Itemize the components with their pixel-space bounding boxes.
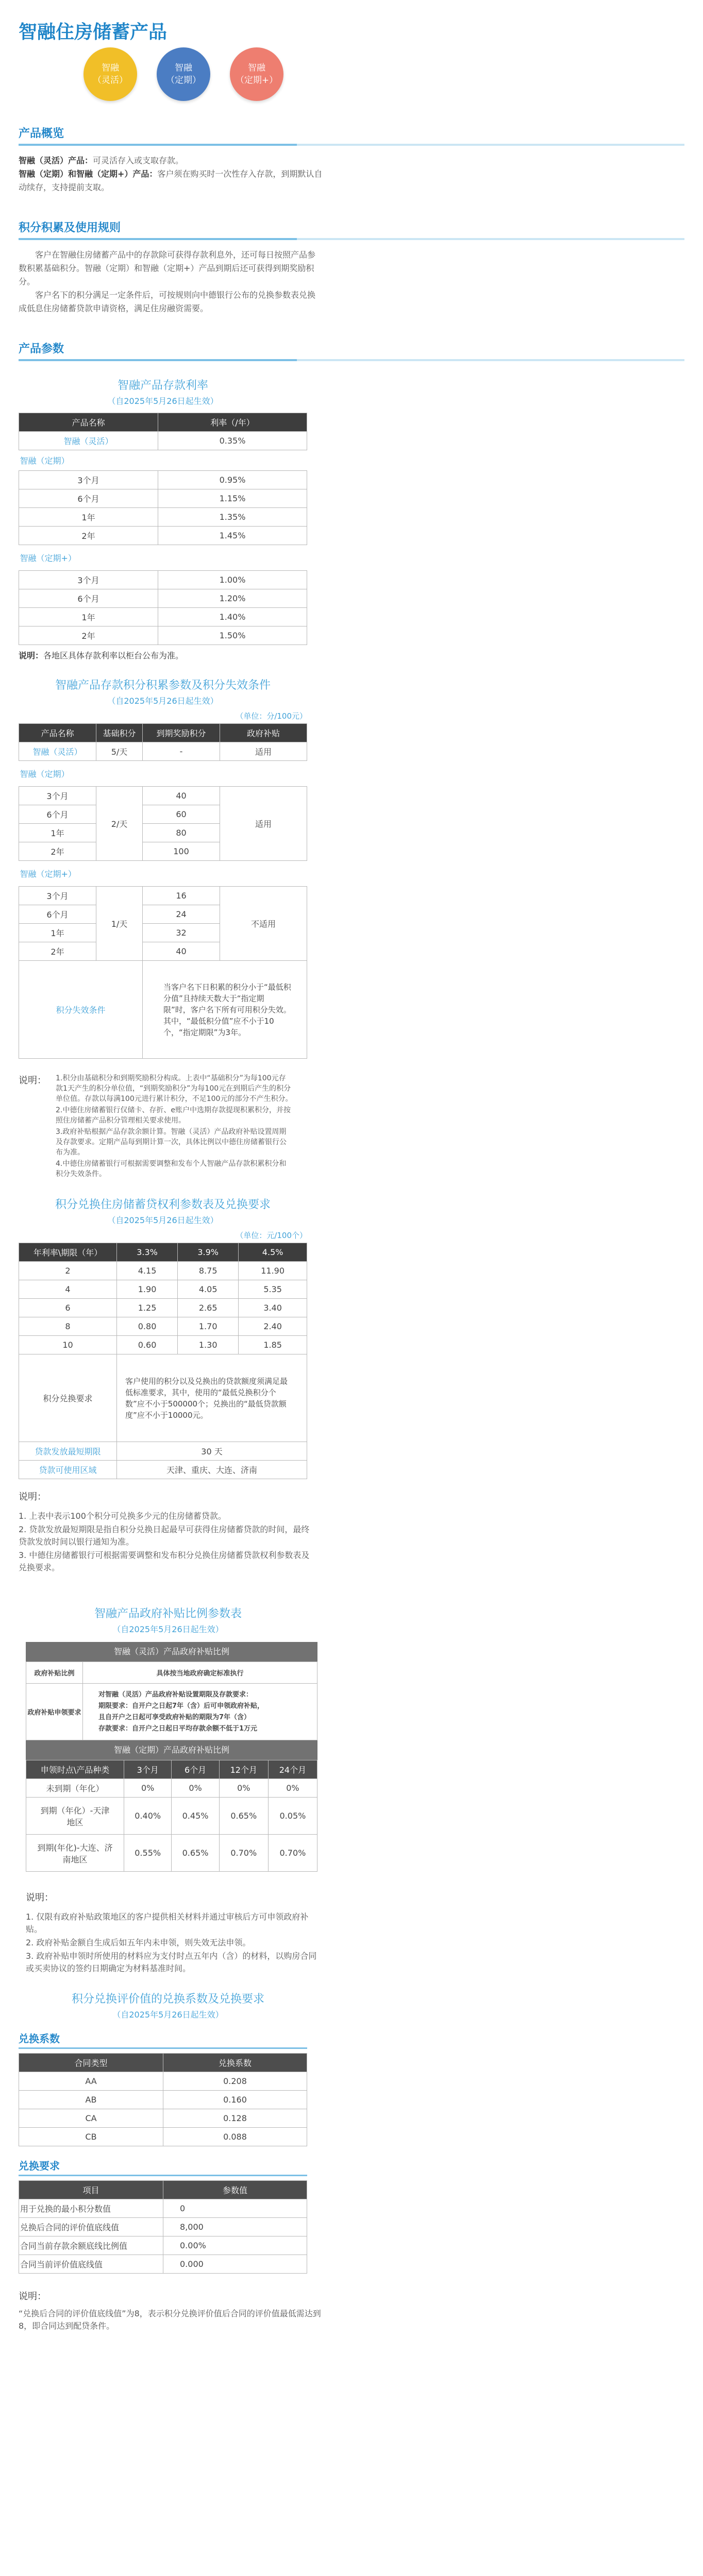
subsidy-header: 12个月 xyxy=(219,1760,268,1779)
subsidy-header: 申领时点\产品种类 xyxy=(26,1760,124,1779)
req-header: 参数值 xyxy=(163,2181,307,2199)
exchange-notes-title: 说明： xyxy=(19,1492,46,1502)
exchange-cell: 2.40 xyxy=(239,1317,307,1336)
rate-cell: 3个月 xyxy=(19,471,158,489)
subsidy-table-title: 智融产品政府补贴比例参数表 xyxy=(94,1607,242,1620)
table-row xyxy=(19,489,307,508)
points-table xyxy=(19,723,307,1059)
table-row xyxy=(19,2218,307,2236)
subsidy-cell: 政府补贴申领要求 xyxy=(26,1684,83,1740)
subsidy-note-item: 3. 政府补贴申领时所使用的材料应为支付时点五年内（含）的材料，以购房合同或买卖协议的签约日期确定为材料基准时间。 xyxy=(26,1951,317,1973)
points-cell: - xyxy=(143,742,220,761)
rate-cell: 1年 xyxy=(19,508,158,527)
exchange-cell: 8 xyxy=(19,1317,117,1336)
req-cell: 0.00% xyxy=(163,2236,307,2255)
subsidy-notes xyxy=(26,1890,325,1975)
points-cell: 32 xyxy=(143,924,220,942)
points-notes-title: 说明： xyxy=(19,1075,46,1086)
points-cell: 适用 xyxy=(220,742,307,761)
points-cell: 40 xyxy=(143,942,220,961)
table-row xyxy=(19,2236,307,2255)
table-row xyxy=(19,2199,307,2218)
subsidy-flex-bar: 智融（灵活）产品政府补贴比例 xyxy=(26,1642,317,1662)
points-cell: 5/天 xyxy=(96,742,143,761)
overview-p2-bold: 智融（定期）和智融（定期+）产品： xyxy=(19,169,158,179)
circle-line1: 智融 xyxy=(102,63,119,73)
exchange-table-unit: （单位：元/100个） xyxy=(236,1231,307,1240)
points-notes xyxy=(19,1073,307,1180)
subsidy-header: 24个月 xyxy=(268,1760,317,1779)
coef-notes-text: “兑换后合同的评价值底线值”为8，表示积分兑换评价值后合同的评价值最低需达到8，即合同达到配贷条件。 xyxy=(19,2309,321,2331)
subsidy-req-line: 对智融（灵活）产品政府补贴设置期限及存款要求： xyxy=(98,1690,253,1699)
points-rules-p2: 客户名下的积分满足一定条件后，可按规则向中德银行公布的兑换参数表兑换成低息住房储蓄贷款申请资格，满足住房融资需要。 xyxy=(19,290,316,313)
circle-line2: （灵活） xyxy=(93,75,128,86)
exchange-note-item: 1. 上表中表示100个积分可兑换多少元的住房储蓄贷款。 xyxy=(19,1511,226,1521)
coef-cell: 0.208 xyxy=(163,2072,307,2091)
exchange-cell: 0.80 xyxy=(117,1317,178,1336)
table-row xyxy=(19,508,307,527)
rate-cell: 1.45% xyxy=(158,527,307,545)
rate-cell: 0.35% xyxy=(158,432,307,450)
points-header: 到期奖励积分 xyxy=(143,724,220,742)
rate-table-title: 智融产品存款利率 xyxy=(117,379,208,392)
rate-cell: 6个月 xyxy=(19,589,158,608)
subsidy-cell: 政府补贴比例 xyxy=(26,1662,83,1684)
subsidy-fixed-bar: 智融（定期）产品政府补贴比例 xyxy=(26,1740,317,1760)
table-row xyxy=(19,471,307,489)
subsidy-cell: 0.05% xyxy=(268,1798,317,1835)
points-cell: 3个月 xyxy=(19,887,96,905)
req-cell: 8,000 xyxy=(163,2218,307,2236)
coef-table xyxy=(19,2053,307,2146)
exchange-note-item: 2. 贷款发放最短期限是指自积分兑换日起最早可获得住房储蓄贷款的时间，最终贷款发放时间以银行通知为准。 xyxy=(19,1524,310,1547)
exchange-cell: 2 xyxy=(19,1262,117,1280)
table-row xyxy=(19,2255,307,2274)
table-row xyxy=(26,1684,317,1740)
circle-line2: （定期） xyxy=(166,75,201,86)
exchange-header: 4.5% xyxy=(239,1243,307,1262)
coef-cell: CB xyxy=(19,2128,163,2146)
rate-cell: 1.40% xyxy=(158,608,307,626)
subsidy-cell: 到期（年化）-天津地区 xyxy=(26,1798,124,1835)
rate-cell: 2年 xyxy=(19,527,158,545)
table-row xyxy=(19,432,307,450)
table-row xyxy=(26,1779,317,1798)
circle-line1: 智融 xyxy=(175,63,192,73)
table-row xyxy=(19,887,307,905)
exchange-cell: 8.75 xyxy=(178,1262,239,1280)
subsidy-cell: 具体按当地政府确定标准执行 xyxy=(83,1662,317,1684)
exchange-cell: 1.70 xyxy=(178,1317,239,1336)
rate-cell: 1.00% xyxy=(158,571,307,589)
exchange-note-item: 3. 中德住房储蓄银行可根据需要调整和发布积分兑换住房储蓄贷款权利参数表及兑换要求。 xyxy=(19,1550,310,1572)
rate-note-bold: 说明： xyxy=(19,651,44,660)
exchange-period-label: 贷款发放最短期限 xyxy=(19,1442,117,1461)
exchange-cell: 4.05 xyxy=(178,1280,239,1299)
coef-cell: 0.160 xyxy=(163,2091,307,2109)
subsidy-req-line: 存款要求：自开户之日起日平均存款余额不低于1万元 xyxy=(98,1724,258,1733)
points-note-item: 1.积分由基础积分和到期奖励积分构成。上表中“基础积分”为每100元存款1天产生的积分单位值，“到期奖励积分”为每100元在到期后产生的积分单位值。存款以每满100元进行累计积分，不足100元的部分不产生积分。 xyxy=(56,1074,293,1103)
rate-cell: 1.20% xyxy=(158,589,307,608)
rate-table xyxy=(19,413,307,645)
subsidy-cell: 0.55% xyxy=(124,1835,172,1872)
req-cell: 合同当前评价值底线值 xyxy=(19,2255,163,2274)
product-circles xyxy=(19,47,684,120)
table-row xyxy=(19,787,307,805)
exchange-notes xyxy=(19,1489,317,1574)
rate-cell: 智融（灵活） xyxy=(19,432,158,450)
req-cell: 0.000 xyxy=(163,2255,307,2274)
product-circle-fixed-plus[interactable] xyxy=(230,47,283,101)
subsidy-cell: 0.70% xyxy=(219,1835,268,1872)
table-row xyxy=(19,608,307,626)
table-row xyxy=(19,2072,307,2091)
points-table-title: 智融产品存款积分积累参数及积分失效条件 xyxy=(55,679,271,692)
exchange-cell: 1.85 xyxy=(239,1336,307,1354)
req-header: 项目 xyxy=(19,2181,163,2199)
exchange-req-text: 客户使用的积分以及兑换出的贷款额度须满足最低标准要求，其中，使用的“最低兑换积分个数”应不小于500000个；兑换出的“最低贷款额度”应不小于10000元。 xyxy=(117,1354,307,1442)
points-group-fixed: 智融（定期） xyxy=(19,761,307,787)
table-row xyxy=(19,1442,307,1461)
exchange-cell: 0.60 xyxy=(117,1336,178,1354)
points-cell: 6个月 xyxy=(19,805,96,824)
points-note-item: 2.中德住房储蓄银行仅储卡、存折、e账户中选期存款提现积累积分，并按照住房储蓄产品积分管理相关要求使用。 xyxy=(56,1106,291,1125)
subsidy-cell: 0.65% xyxy=(219,1798,268,1835)
exchange-cell: 4.15 xyxy=(117,1262,178,1280)
product-circle-fixed[interactable] xyxy=(157,47,210,101)
coef-notes-title: 说明： xyxy=(19,2291,46,2302)
exchange-cell: 2.65 xyxy=(178,1299,239,1317)
points-cell: 6个月 xyxy=(19,905,96,924)
exchange-cell: 4 xyxy=(19,1280,117,1299)
points-note-item: 3.政府补贴根据产品存款余额计算。智融（灵活）产品政府补贴设置周期及存款要求。定期产品每到期计算一次，具体比例以中德住房储蓄银行公布为准。 xyxy=(56,1128,287,1157)
subsidy-cell: 0.65% xyxy=(172,1835,219,1872)
points-cell: 24 xyxy=(143,905,220,924)
exchange-cell: 1.30 xyxy=(178,1336,239,1354)
rate-note xyxy=(19,649,307,661)
section-title-params: 产品参数 xyxy=(19,340,684,361)
points-rules-text xyxy=(19,248,323,315)
subsidy-note-item: 1. 仅限有政府补贴政策地区的客户提供相关材料并通过审核后方可申领政府补贴。 xyxy=(26,1912,309,1934)
points-cell: 40 xyxy=(143,787,220,805)
coef-table-subtitle: （自2025年5月26日起生效） xyxy=(112,2010,224,2020)
rate-cell: 1.15% xyxy=(158,489,307,508)
rate-cell: 1.35% xyxy=(158,508,307,527)
subsidy-note-item: 2. 政府补贴金额自生成后如五年内未申领，则失效无法申领。 xyxy=(26,1938,251,1947)
points-note-item: 4.中德住房储蓄银行可根据需要调整和发布个人智融产品存款积累积分和积分失效条件。 xyxy=(56,1160,287,1178)
points-cell: 1/天 xyxy=(96,887,143,961)
table-row xyxy=(19,961,307,1059)
req-cell: 0 xyxy=(163,2199,307,2218)
coef-notes xyxy=(19,2289,323,2332)
points-cell: 16 xyxy=(143,887,220,905)
table-row xyxy=(19,1262,307,1280)
overview-p2-text: 客户须在购买时一次性存入存款，到期默认自动续存，支持提前支取。 xyxy=(19,169,323,192)
rate-cell: 0.95% xyxy=(158,471,307,489)
table-row xyxy=(19,1299,307,1317)
exchange-period-value: 30 天 xyxy=(117,1442,307,1461)
exchange-cell: 1.25 xyxy=(117,1299,178,1317)
rate-note-text: 各地区具体存款利率以柜台公布为准。 xyxy=(43,651,184,660)
section-title-overview: 产品概览 xyxy=(19,125,684,146)
table-row xyxy=(26,1662,317,1684)
subsidy-fixed-table xyxy=(26,1760,317,1872)
coef-cell: CA xyxy=(19,2109,163,2128)
table-row xyxy=(19,1461,307,1479)
rate-cell: 1年 xyxy=(19,608,158,626)
subsidy-req-line: 期限要求：自开户之日起7年（含）后可申领政府补贴， xyxy=(98,1702,264,1710)
rate-group-fixed: 智融（定期） xyxy=(19,450,307,471)
subsidy-header: 6个月 xyxy=(172,1760,219,1779)
overview-p1-bold: 智融（灵活）产品： xyxy=(19,156,93,165)
coef-cell: 0.128 xyxy=(163,2109,307,2128)
points-expire-text: 当客户名下日积累的积分小于“最低积分值”且持续天数大于“指定期限”时，客户名下所有可用积分失效。其中，“最低积分值”应不小于10个，“指定期限”为3年。 xyxy=(143,961,307,1059)
rate-group-plus: 智融（定期+） xyxy=(19,545,307,571)
table-row xyxy=(19,2128,307,2146)
subsidy-cell: 0.70% xyxy=(268,1835,317,1872)
exchange-cell: 10 xyxy=(19,1336,117,1354)
points-cell: 1年 xyxy=(19,824,96,842)
points-cell: 2年 xyxy=(19,942,96,961)
exchange-cell: 6 xyxy=(19,1299,117,1317)
table-row xyxy=(26,1798,317,1835)
req-cell: 用于兑换的最小积分数值 xyxy=(19,2199,163,2218)
points-cell: 1年 xyxy=(19,924,96,942)
overview-p1-text: 可灵活存入或支取存款。 xyxy=(93,156,184,165)
subsidy-cell: 未到期（年化） xyxy=(26,1779,124,1798)
table-row xyxy=(19,589,307,608)
subsidy-req-line: 且自开户之日起可享受政府补贴的期限为7年（含） xyxy=(98,1713,251,1721)
table-row xyxy=(26,1835,317,1872)
subsidy-cell: 0% xyxy=(124,1779,172,1798)
exchange-header: 年利率\期限（年） xyxy=(19,1243,117,1262)
exchange-region-label: 贷款可使用区域 xyxy=(19,1461,117,1479)
points-group-plus: 智融（定期+） xyxy=(19,861,307,887)
subsidy-cell: 0% xyxy=(219,1779,268,1798)
req-subhead: 兑换要求 xyxy=(19,2158,307,2176)
rate-header-rate: 利率（/年） xyxy=(158,413,307,432)
points-header: 政府补贴 xyxy=(220,724,307,742)
subsidy-table-subtitle: （自2025年5月26日起生效） xyxy=(112,1624,224,1634)
table-row xyxy=(19,1354,307,1442)
points-cell: 3个月 xyxy=(19,787,96,805)
coef-cell: AA xyxy=(19,2072,163,2091)
req-cell: 合同当前存款余额底线比例值 xyxy=(19,2236,163,2255)
table-row xyxy=(19,527,307,545)
exchange-cell: 11.90 xyxy=(239,1262,307,1280)
req-cell: 兑换后合同的评价值底线值 xyxy=(19,2218,163,2236)
subsidy-cell: 0% xyxy=(172,1779,219,1798)
circle-line1: 智融 xyxy=(248,63,265,73)
coef-header: 兑换系数 xyxy=(163,2054,307,2072)
rate-cell: 3个月 xyxy=(19,571,158,589)
points-header: 基础积分 xyxy=(96,724,143,742)
rate-cell: 2年 xyxy=(19,626,158,645)
table-row xyxy=(19,1280,307,1299)
points-table-unit: （单位：分/100元） xyxy=(236,711,307,721)
points-table-subtitle: （自2025年5月26日起生效） xyxy=(107,696,219,706)
subsidy-header: 3个月 xyxy=(124,1760,172,1779)
points-rules-p1: 客户在智融住房储蓄产品中的存款除可获得存款利息外，还可每日按照产品参数积累基础积分。智融（定期）和智融（定期+）产品到期后还可获得到期奖励积分。 xyxy=(19,250,316,286)
circle-line2: （定期+） xyxy=(235,75,278,86)
points-cell: 2/天 xyxy=(96,787,143,861)
exchange-cell: 1.90 xyxy=(117,1280,178,1299)
points-cell: 100 xyxy=(143,842,220,861)
table-row xyxy=(19,742,307,761)
points-cell: 智融（灵活） xyxy=(19,742,96,761)
rate-table-subtitle: （自2025年5月26日起生效） xyxy=(107,396,219,406)
table-row xyxy=(19,1317,307,1336)
table-row xyxy=(19,571,307,589)
overview-text xyxy=(19,154,323,194)
coef-subhead: 兑换系数 xyxy=(19,2030,307,2049)
coef-cell: 0.088 xyxy=(163,2128,307,2146)
exchange-header: 3.3% xyxy=(117,1243,178,1262)
points-cell: 适用 xyxy=(220,787,307,861)
subsidy-cell: 到期(年化)-大连、济南地区 xyxy=(26,1835,124,1872)
subsidy-cell: 0% xyxy=(268,1779,317,1798)
points-cell: 80 xyxy=(143,824,220,842)
subsidy-req-text xyxy=(83,1684,317,1740)
page-title: 智融住房储蓄产品 xyxy=(19,22,168,43)
points-header: 产品名称 xyxy=(19,724,96,742)
points-expire-label: 积分失效条件 xyxy=(19,961,143,1059)
subsidy-notes-title: 说明： xyxy=(26,1892,54,1903)
table-row xyxy=(19,2091,307,2109)
exchange-req-label: 积分兑换要求 xyxy=(19,1354,117,1442)
req-table xyxy=(19,2180,307,2274)
exchange-cell: 5.35 xyxy=(239,1280,307,1299)
exchange-table xyxy=(19,1243,307,1479)
points-cell: 2年 xyxy=(19,842,96,861)
points-cell: 60 xyxy=(143,805,220,824)
coef-cell: AB xyxy=(19,2091,163,2109)
coef-header: 合同类型 xyxy=(19,2054,163,2072)
subsidy-cell: 0.40% xyxy=(124,1798,172,1835)
rate-header-name: 产品名称 xyxy=(19,413,158,432)
coef-table-title: 积分兑换评价值的兑换系数及兑换要求 xyxy=(71,1993,264,2006)
subsidy-cell: 0.45% xyxy=(172,1798,219,1835)
exchange-table-subtitle: （自2025年5月26日起生效） xyxy=(107,1215,219,1225)
exchange-table-title: 积分兑换住房储蓄贷权利参数表及兑换要求 xyxy=(55,1198,271,1211)
table-row xyxy=(19,2109,307,2128)
table-row xyxy=(19,1336,307,1354)
product-circle-flex[interactable] xyxy=(83,47,137,101)
exchange-cell: 3.40 xyxy=(239,1299,307,1317)
exchange-region-value: 天津、重庆、大连、济南 xyxy=(117,1461,307,1479)
exchange-header: 3.9% xyxy=(178,1243,239,1262)
section-title-points-rules: 积分积累及使用规则 xyxy=(19,219,684,240)
subsidy-flex-table xyxy=(26,1662,317,1740)
rate-cell: 6个月 xyxy=(19,489,158,508)
table-row xyxy=(19,626,307,645)
rate-cell: 1.50% xyxy=(158,626,307,645)
points-cell: 不适用 xyxy=(220,887,307,961)
